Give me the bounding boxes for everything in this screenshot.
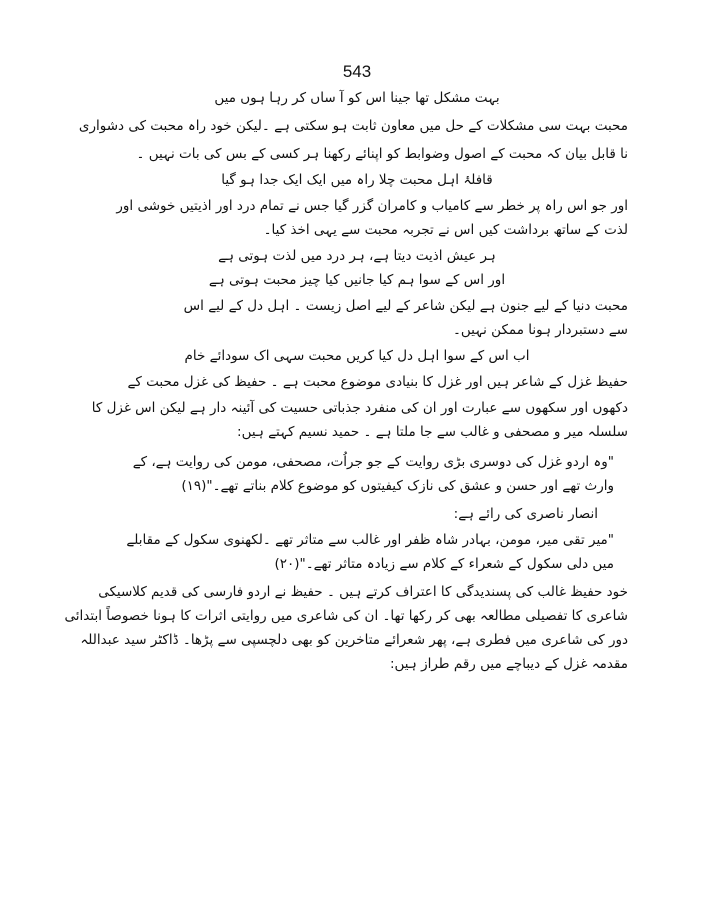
verse-line-3: ہر عیش اذیت دیتا ہے، ہر درد میں لذت ہوتی ہے (218, 248, 496, 264)
paragraph-line: حفیظ غزل کے شاعر ہیں اور غزل کا بنیادی موضوع محبت ہے ۔ حفیظ کی غزل محبت کے (127, 374, 628, 390)
paragraph-line: لذت کے ساتھ برداشت کیں اس نے تجربہ محبت سے یہی اخذ کیا۔ (263, 222, 628, 238)
paragraph-line: خود حفیظ غالب کی پسندیدگی کا اعتراف کرتے ہیں ۔ حفیظ نے اردو فارسی کی قدیم کلاسیکی (98, 584, 628, 600)
paragraph-line: شاعری کا تفصیلی مطالعہ بھی کر رکھا تھا۔ ان کی شاعری میں روایتی اثرات کا ہونا خصوصاً ابتدائی (64, 608, 628, 624)
quote-line: میں دلی سکول کے شعراء کے کلام سے زیادہ متاثر تھے۔"(۲۰) (274, 556, 614, 572)
paragraph-line: نا قابل بیان کہ محبت کے اصول وضوابط کو اپنائے رکھنا ہر کسی کے بس کی بات نہیں ۔ (136, 146, 628, 162)
paragraph-line: دکھوں اور سکھوں سے عبارت اور ان کی منفرد جذباتی حسیت کی آئینہ دار ہے لیکن اس غزل کا (91, 400, 628, 416)
quote-line: وارث تھے اور حسن و عشق کی نازک کیفیتوں کو موضوع کلام بناتے تھے۔"(۱۹) (181, 478, 614, 494)
verse-line-2: قافلۂ اہل محبت چلا راہ میں ایک ایک جدا ہو گیا (221, 172, 493, 188)
paragraph-line: انصار ناصری کی رائے ہے: (453, 506, 598, 522)
paragraph-line: سلسلہ میر و مصحفی و غالب سے جا ملتا ہے ۔ حمید نسیم کہتے ہیں: (237, 424, 628, 440)
quote-line: "وہ اردو غزل کی دوسری بڑی روایت کے جو جراُت، مصحفی، مومن کی روایت ہے، کے (132, 454, 614, 470)
verse-line-5: اب اس کے سوا اہل دل کیا کریں محبت سہی اک سودائے خام (184, 348, 530, 364)
verse-line-4: اور اس کے سوا ہم کیا جانیں کیا چیز محبت ہوتی ہے (208, 272, 506, 288)
paragraph-line: محبت بہت سی مشکلات کے حل میں معاون ثابت ہو سکتی ہے ۔لیکن خود راہ محبت کی دشواری (78, 118, 628, 134)
paragraph-line: سے دستبردار ہونا ممکن نہیں۔ (452, 322, 628, 338)
paragraph-line: اور جو اس راہ پر خطر سے کامیاب و کامران گزر گیا جس نے تمام درد اور اذیتیں خوشی اور (116, 198, 628, 214)
paragraph-line: دور کی شاعری میں فطری ہے، پھر شعرائے متاخرین کو بھی دلچسپی سے پڑھا۔ ڈاکٹر سید عبداللہ (80, 632, 628, 648)
page-number: 543 (342, 62, 372, 81)
verse-line-1: بہت مشکل تھا جینا اس کو آ ساں کر رہا ہوں میں (214, 90, 500, 106)
quote-line: "میر تقی میر، مومن، بہادر شاہ ظفر اور غالب سے متاثر تھے ۔لکھنوی سکول کے مقابلے (126, 532, 614, 548)
paragraph-line: مقدمہ غزل کے دیباچے میں رقم طراز ہیں: (389, 656, 628, 672)
paragraph-line: محبت دنیا کے لیے جنون ہے لیکن شاعر کے لیے اصل زیست ۔ اہل دل کے لیے اس (183, 298, 628, 314)
